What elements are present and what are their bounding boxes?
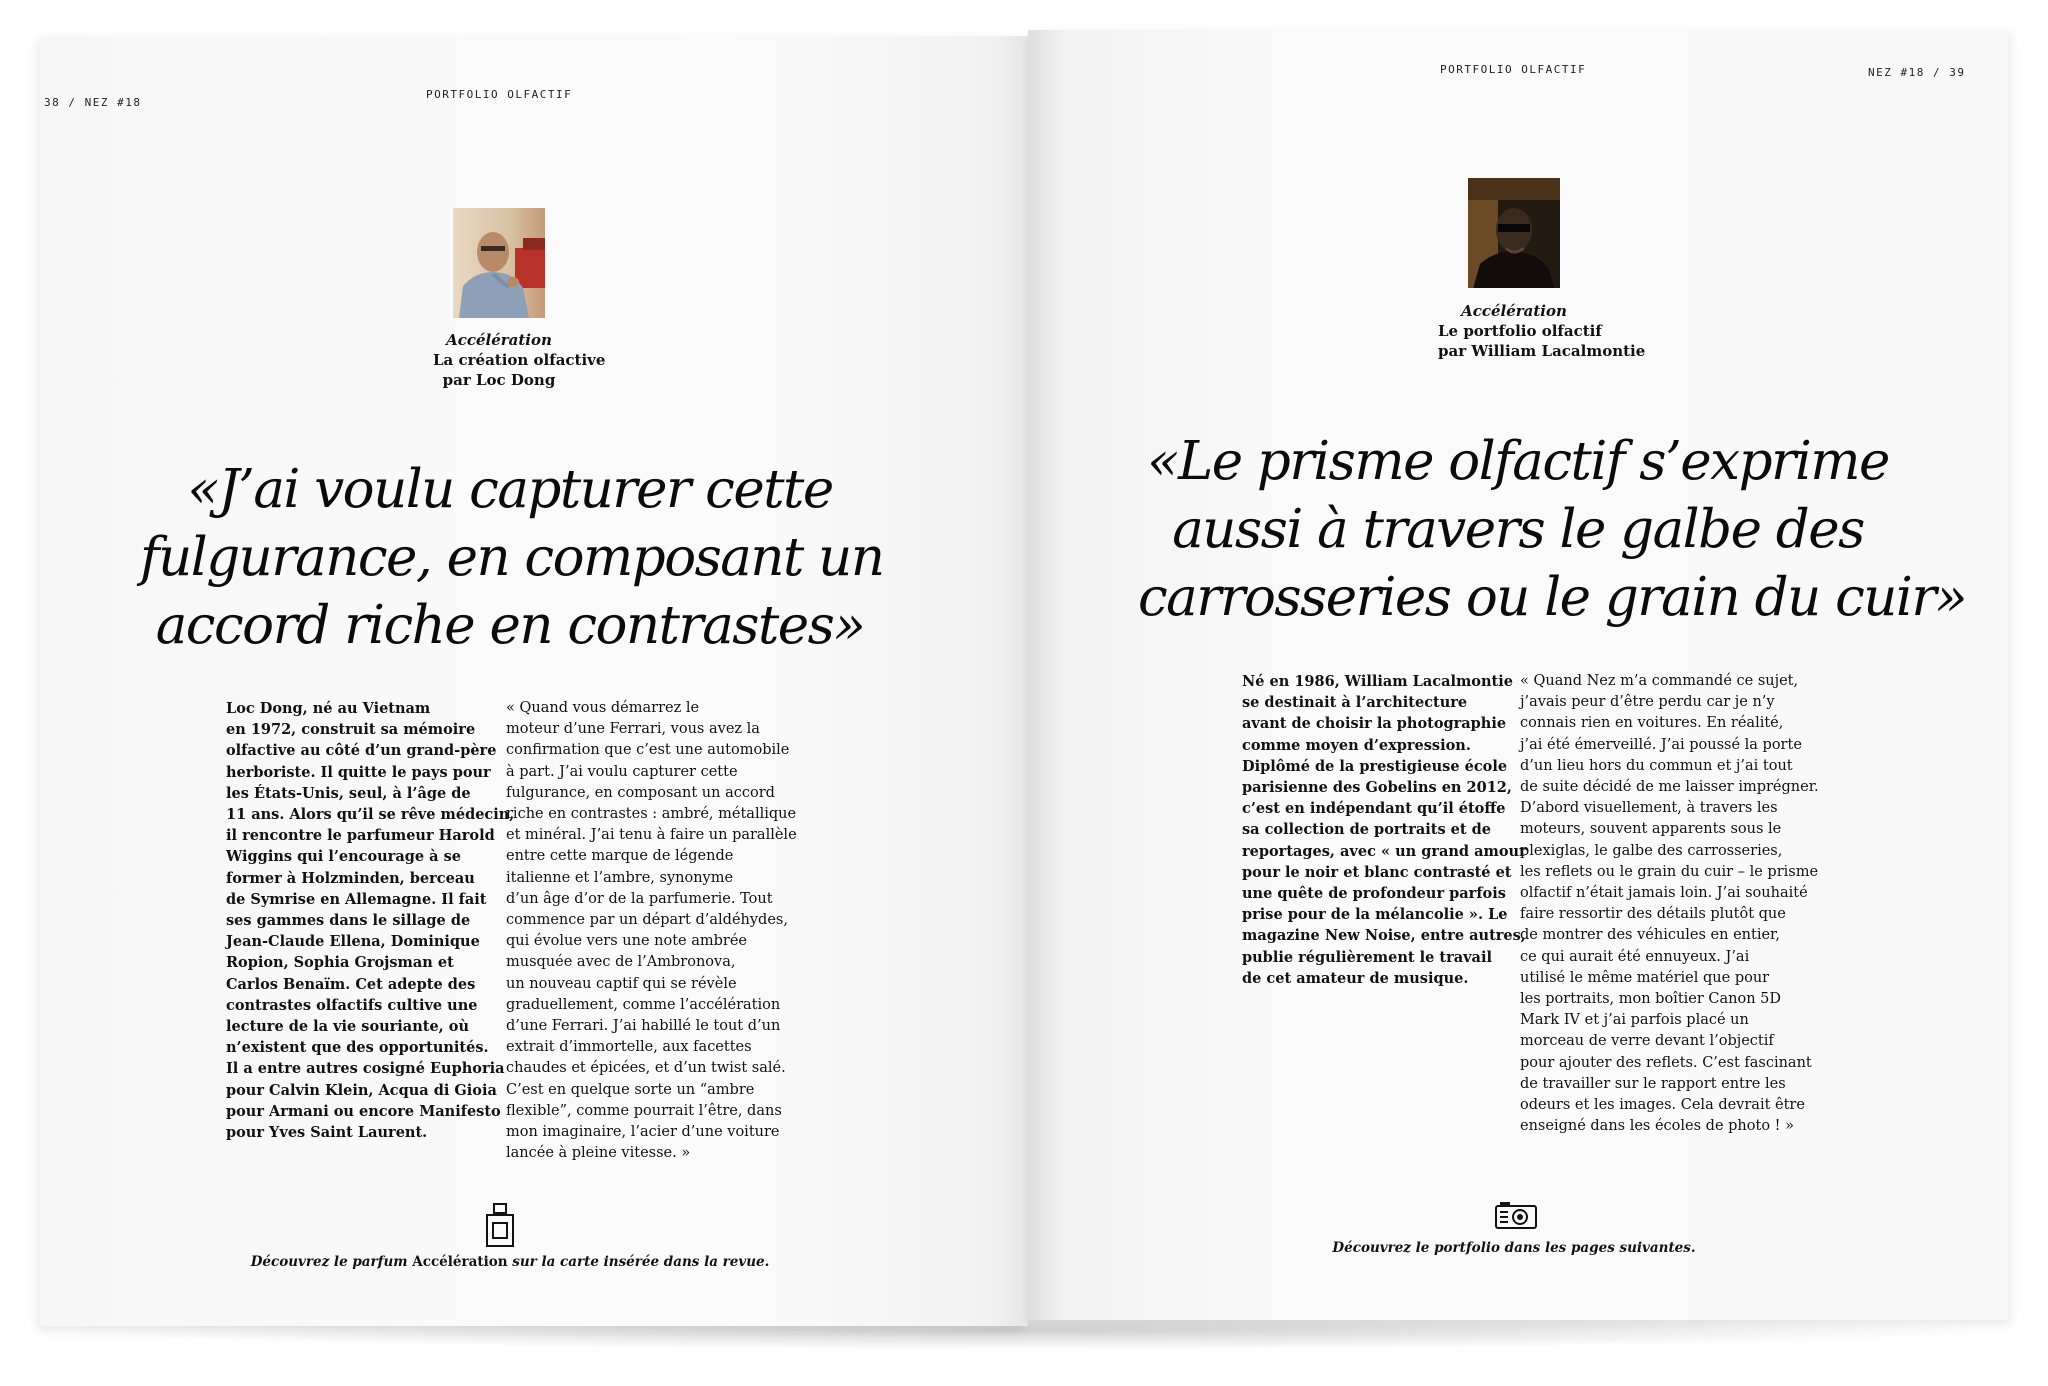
right-credit-title: Accélération	[1461, 302, 1567, 320]
right-quote-line: carrosseries ou le grain du cuir»	[1138, 567, 1967, 628]
right-text-line: Mark IV et j’ai parfois placé un	[1520, 1012, 1749, 1029]
left-text-line: extrait d’immortelle, aux facettes	[506, 1039, 752, 1056]
left-bio-line: 11 ans. Alors qu’il se rêve médecin,	[226, 806, 515, 824]
right-text-line: ce qui aurait été ennuyeux. J’ai	[1520, 948, 1750, 965]
right-bio-line: se destinait à l’architecture	[1242, 694, 1468, 712]
left-text-line: mon imaginaire, l’acier d’une voiture	[506, 1124, 780, 1141]
left-text-line: commence par un départ d’aldéhydes,	[506, 912, 788, 929]
right-bio-line: prise pour de la mélancolie ». Le	[1242, 906, 1508, 924]
right-section-header: PORTFOLIO OLFACTIF	[1440, 63, 1587, 76]
right-text-line: « Quand Nez m’a commandé ce sujet,	[1520, 673, 1799, 689]
left-credit	[433, 330, 606, 390]
perfume-bottle-icon	[484, 1202, 516, 1252]
right-text-line: de montrer des véhicules en entier,	[1520, 927, 1781, 944]
left-quote-line: accord riche en contrastes»	[155, 595, 865, 656]
portrait-loc-dong	[453, 208, 545, 318]
left-text-line: et minéral. J’ai tenu à faire un parallèle	[506, 827, 797, 844]
right-bio-line: publie régulièrement le travail	[1242, 948, 1492, 966]
right-credit-line1: Le portfolio olfactif	[1438, 322, 1602, 340]
right-bio	[1242, 671, 1527, 989]
left-bio-line: herboriste. Il quitte le pays pour	[226, 763, 491, 781]
left-text-line: musquée avec de l’Ambronova,	[506, 954, 736, 971]
right-text-line: pour ajouter des reflets. C’est fascinant	[1520, 1054, 1812, 1071]
left-credit-line2: par Loc Dong	[442, 371, 556, 389]
left-quote-line: «J’ai voulu capturer cette	[187, 459, 833, 520]
left-text-line: « Quand vous démarrez le	[506, 700, 700, 716]
right-credit	[1438, 301, 1646, 361]
left-bio-line: pour Armani ou encore Manifesto	[226, 1102, 501, 1120]
right-text-line: moteurs, souvent apparents sous le	[1520, 821, 1782, 838]
left-text-line: qui évolue vers une note ambrée	[506, 933, 748, 950]
left-text-line: d’un âge d’or de la parfumerie. Tout	[506, 890, 773, 907]
left-bio-line: de Symrise en Allemagne. Il fait	[226, 890, 487, 908]
left-bio-line: Wiggins qui l’encourage à se	[226, 848, 461, 866]
left-footer-before: Découvrez le parfum	[250, 1254, 408, 1270]
left-quote-line: fulgurance, en composant un	[140, 527, 884, 588]
right-text-line: faire ressortir des détails plutôt que	[1520, 906, 1786, 923]
left-text-line: flexible”, comme pourrait l’être, dans	[506, 1102, 782, 1119]
right-text-line: de travailler sur le rapport entre les	[1520, 1075, 1786, 1092]
right-text-line: D’abord visuellement, à travers les	[1520, 800, 1778, 817]
right-bio-line: une quête de profondeur parfois	[1242, 885, 1506, 903]
left-text-line: riche en contrastes : ambré, métallique	[506, 806, 797, 823]
left-section-header: PORTFOLIO OLFACTIF	[426, 88, 573, 101]
right-bio-line: Né en 1986, William Lacalmontie	[1242, 673, 1513, 690]
left-text-line: un nouveau captif qui se révèle	[506, 975, 737, 992]
left-bio-line: pour Yves Saint Laurent.	[226, 1124, 428, 1142]
right-credit-line2: par William Lacalmontie	[1438, 342, 1646, 360]
right-text-line: les reflets ou le grain du cuir – le prisme	[1520, 863, 1819, 880]
left-bio-line: en 1972, construit sa mémoire	[226, 721, 476, 739]
left-bio-line: n’existent que des opportunités.	[226, 1039, 489, 1057]
left-footer-highlight: Accélération	[412, 1254, 508, 1270]
right-text-line: de suite décidé de me laisser imprégner.	[1520, 779, 1819, 796]
portrait-william-lacalmontie	[1468, 178, 1560, 288]
camera-icon	[1494, 1200, 1538, 1234]
left-credit-line1: La création olfactive	[433, 351, 606, 369]
left-text-line: C’est en quelque sorte un “ambre	[506, 1081, 755, 1098]
right-text-line: odeurs et les images. Cela devrait être	[1520, 1097, 1805, 1114]
right-bio-line: pour le noir et blanc contrasté et	[1242, 863, 1512, 881]
left-text-line: lancée à pleine vitesse. »	[506, 1145, 691, 1162]
left-bio-line: ses gammes dans le sillage de	[226, 912, 471, 930]
left-bio-line: il rencontre le parfumeur Harold	[226, 827, 495, 845]
left-bio-line: Loc Dong, né au Vietnam	[226, 700, 431, 717]
right-pull-quote	[1138, 428, 1967, 632]
right-bio-line: c’est en indépendant qu’il étoffe	[1242, 800, 1506, 818]
left-text-line: fulgurance, en composant un accord	[506, 784, 775, 801]
right-text-line: les portraits, mon boîtier Canon 5D	[1520, 991, 1782, 1008]
right-bio-line: de cet amateur de musique.	[1242, 969, 1469, 987]
left-bio-line: les États-Unis, seul, à l’âge de	[226, 784, 471, 802]
right-interview-text	[1520, 671, 1819, 1137]
right-text-line: plexiglas, le galbe des carrosseries,	[1520, 842, 1783, 859]
left-text-line: confirmation que c’est une automobile	[506, 742, 790, 759]
left-bio-line: former à Holzminden, berceau	[226, 869, 475, 887]
left-page	[40, 36, 1028, 1326]
right-text-line: olfactif n’était jamais loin. J’ai souhaité	[1520, 885, 1808, 902]
right-bio-line: Diplômé de la prestigieuse école	[1242, 757, 1508, 775]
right-bio-line: sa collection de portraits et de	[1242, 821, 1491, 839]
right-text-line: j’ai été émerveillé. J’ai poussé la porte	[1520, 736, 1802, 753]
left-footer-note	[40, 1254, 980, 1270]
left-interview-text	[506, 698, 797, 1164]
right-text-line: utilisé le même matériel que pour	[1520, 969, 1770, 986]
right-quote-line: «Le prisme olfactif s’exprime	[1147, 431, 1889, 492]
right-bio-line: magazine New Noise, entre autres,	[1242, 927, 1526, 945]
right-page	[1028, 30, 2008, 1320]
left-bio-line: pour Calvin Klein, Acqua di Gioia	[226, 1081, 497, 1099]
right-bio-line: comme moyen d’expression.	[1242, 736, 1471, 754]
right-text-line: connais rien en voitures. En réalité,	[1520, 715, 1784, 732]
left-text-line: graduellement, comme l’accélération	[506, 996, 781, 1013]
left-credit-title: Accélération	[446, 331, 552, 349]
right-bio-line: reportages, avec « un grand amour	[1242, 842, 1527, 860]
right-text-line: enseigné dans les écoles de photo ! »	[1520, 1118, 1794, 1135]
left-bio-line: Jean-Claude Ellena, Dominique	[226, 933, 480, 951]
right-folio: NEZ #18 / 39	[1868, 66, 1966, 79]
left-bio-line: Il a entre autres cosigné Euphoria	[226, 1060, 505, 1078]
left-footer-after: sur la carte insérée dans la revue.	[512, 1254, 770, 1270]
left-bio	[226, 698, 514, 1143]
left-text-line: moteur d’une Ferrari, vous avez la	[506, 721, 760, 738]
right-text-line: d’un lieu hors du commun et j’ai tout	[1520, 757, 1793, 774]
right-text-line: j’avais peur d’être perdu car je n’y	[1520, 694, 1775, 711]
left-pull-quote	[140, 456, 884, 660]
left-bio-line: Carlos Benaïm. Cet adepte des	[226, 975, 476, 993]
left-text-line: chaudes et épicées, et d’un twist salé.	[506, 1060, 786, 1077]
left-bio-line: lecture de la vie souriante, où	[226, 1018, 469, 1036]
right-footer-note: Découvrez le portfolio dans les pages suivantes.	[1332, 1240, 1696, 1256]
left-bio-line: Ropion, Sophia Grojsman et	[226, 954, 454, 972]
left-text-line: entre cette marque de légende	[506, 848, 734, 865]
right-quote-line: aussi à travers le galbe des	[1172, 499, 1864, 560]
left-text-line: à part. J’ai voulu capturer cette	[506, 763, 738, 780]
left-text-line: italienne et l’ambre, synonyme	[506, 869, 734, 886]
left-text-line: d’une Ferrari. J’ai habillé le tout d’un	[506, 1018, 781, 1035]
left-bio-line: contrastes olfactifs cultive une	[226, 996, 478, 1014]
right-text-line: morceau de verre devant l’objectif	[1520, 1033, 1774, 1050]
right-bio-line: parisienne des Gobelins en 2012,	[1242, 779, 1512, 797]
left-bio-line: olfactive au côté d’un grand-père	[226, 742, 497, 760]
right-bio-line: avant de choisir la photographie	[1242, 715, 1507, 733]
left-folio: 38 / NEZ #18	[44, 96, 142, 109]
